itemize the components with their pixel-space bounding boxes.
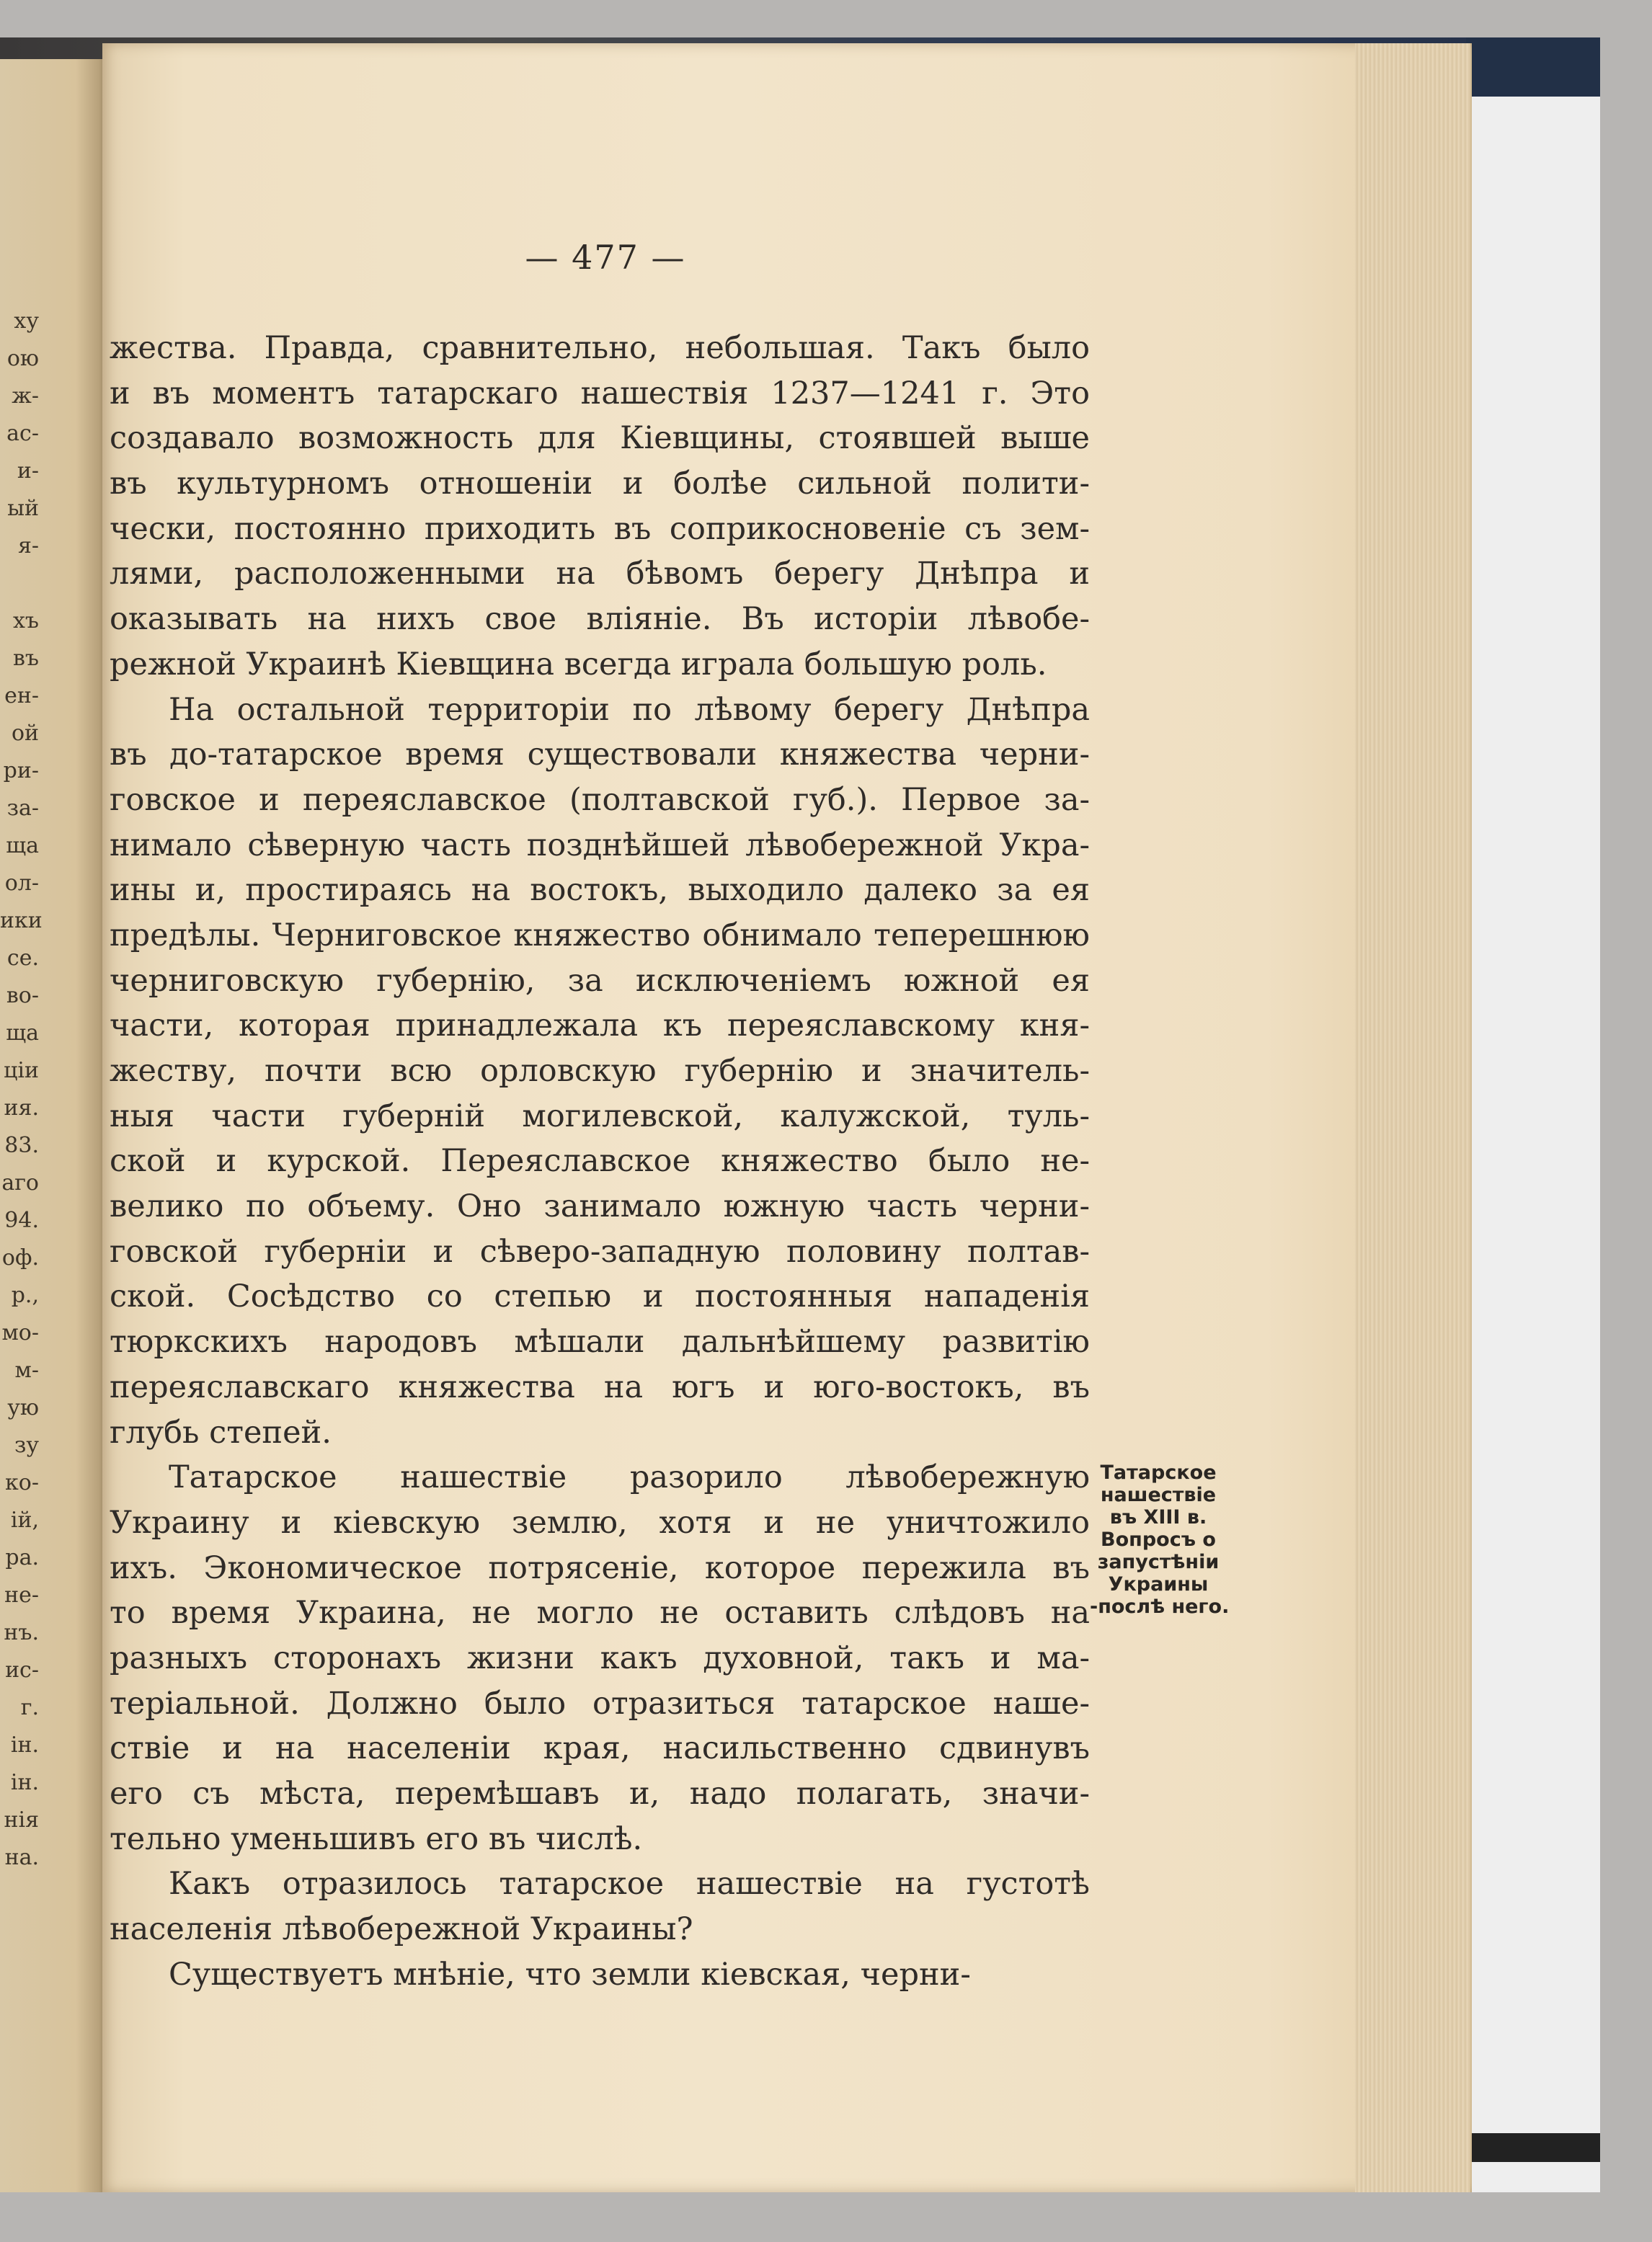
text-line: тюркскихъ народовъ мѣшали дальнѣйшему развитію — [110, 1324, 1090, 1361]
previous-page-text-fragments — [0, 303, 43, 1877]
text-line: нимало сѣверную часть позднѣйшей лѣвобережной Укра- — [110, 827, 1090, 863]
text-line: Татарское нашествіе разорило лѣвобережную — [169, 1459, 1090, 1496]
previous-page-fragment: 94. — [4, 1208, 39, 1233]
previous-page-fragment — [0, 565, 43, 602]
previous-page-fragment: нъ. — [4, 1620, 39, 1645]
previous-page-fragment: ен- — [4, 683, 39, 708]
text-line: создавало возможность для Кіевщины, стоявшей выше — [110, 420, 1090, 457]
previous-page-fragment: и- — [17, 458, 39, 484]
text-line: говской губерніи и сѣверо-западную половину полтав- — [110, 1233, 1090, 1270]
text-line: населенія лѣвобережной Украины? — [110, 1911, 693, 1948]
previous-page-fragment: ис- — [5, 1658, 39, 1683]
text-line: жества. Правда, сравнительно, небольшая. Такъ было — [110, 330, 1090, 366]
previous-page-fragment: на. — [4, 1845, 39, 1870]
previous-page-fragment: я- — [17, 533, 39, 559]
text-line: ской и курской. Переяславское княжество было не- — [110, 1143, 1090, 1180]
text-line: въ культурномъ отношеніи и болѣе сильной полити- — [110, 466, 1090, 502]
previous-page-fragment: р., — [11, 1283, 39, 1308]
previous-page-fragment: во- — [6, 983, 39, 1008]
previous-page-fragment: ху — [14, 308, 39, 334]
text-line: тельно уменьшивъ его въ числѣ. — [110, 1820, 643, 1857]
previous-page-fragment: не- — [4, 1583, 39, 1608]
previous-page-fragment: оф. — [1, 1245, 39, 1271]
previous-page-fragment: ия. — [4, 1095, 39, 1121]
previous-page-fragment: ін. — [10, 1770, 39, 1795]
margin-note-line: нашествіе — [1100, 1484, 1217, 1506]
margin-note-line: въ XIII в. — [1109, 1506, 1207, 1529]
text-line: Украину и кіевскую землю, хотя и не уничтожило — [110, 1504, 1090, 1541]
text-line: Существуетъ мнѣніе, что земли кіевская, черни- — [169, 1956, 971, 1993]
text-line: На остальной территоріи по лѣвому берегу Днѣпра — [169, 691, 1090, 728]
text-line: разныхъ сторонахъ жизни какъ духовной, такъ и ма- — [110, 1640, 1090, 1676]
text-line: лями, расположенными на бѣвомъ берегу Днѣпра и — [110, 556, 1090, 592]
text-line: ской. Сосѣдство со степью и постоянныя нападенія — [110, 1278, 1090, 1315]
text-line: чески, постоянно приходить въ соприкосновеніе съ зем- — [110, 510, 1090, 547]
previous-page-fragment: въ — [13, 646, 39, 671]
previous-page-fragment: ики — [0, 908, 43, 933]
text-line: теріальной. Должно было отразиться татарское наше- — [110, 1685, 1090, 1722]
previous-page-fragment: ый — [7, 496, 39, 521]
text-line: ствіе и на населеніи края, насильственно сдвинувъ — [110, 1730, 1090, 1767]
previous-page-fragment: нія — [4, 1807, 39, 1833]
margin-note-line: Татарское — [1100, 1462, 1217, 1484]
previous-page-fragment: ую — [7, 1395, 39, 1420]
previous-page-fragment: аго — [1, 1170, 39, 1196]
text-line: его съ мѣста, перемѣшавъ и, надо полагать, значи- — [110, 1776, 1090, 1812]
previous-page-fragment: ол- — [4, 871, 39, 896]
previous-page-fragment: ра. — [5, 1545, 39, 1570]
text-line: ины и, простираясь на востокъ, выходило далеко за ея — [110, 872, 1090, 909]
text-line: и въ моментъ татарскаго нашествія 1237—1241 г. Это — [110, 375, 1090, 412]
previous-page-fragment: ри- — [3, 758, 39, 783]
margin-note-line: Украины — [1108, 1573, 1209, 1596]
previous-page-fragment: ціи — [4, 1058, 39, 1083]
text-line: черниговскую губернію, за исключеніемъ южной ея — [110, 962, 1090, 999]
text-line: предѣлы. Черниговское княжество обнимало теперешнюю — [110, 917, 1090, 953]
previous-page-fragment: ж- — [12, 383, 39, 409]
previous-page-fragment: за- — [6, 796, 39, 821]
text-line: режной Украинѣ Кіевщина всегда играла большую роль. — [110, 646, 1047, 682]
previous-page-fragment: г. — [20, 1695, 39, 1720]
previous-page-fragment: ща — [6, 833, 39, 858]
text-line: части, которая принадлежала къ переяславскому кня- — [110, 1007, 1090, 1044]
previous-page-fragment: ас- — [6, 421, 39, 446]
margin-note-line: Вопросъ о — [1101, 1529, 1216, 1551]
previous-page-fragment: ко- — [5, 1470, 39, 1495]
previous-page-fragment: 83. — [4, 1133, 39, 1158]
page-body-text — [110, 326, 1090, 1997]
margin-note-line: -послѣ него. — [1090, 1596, 1230, 1618]
margin-note — [1090, 1462, 1230, 1618]
previous-page-fragment: ін. — [10, 1732, 39, 1758]
text-line: глубь степей. — [110, 1414, 332, 1451]
margin-note-line: запустѣніи — [1097, 1551, 1220, 1573]
text-line: Какъ отразилось татарское нашествіе на густотѣ — [169, 1866, 1090, 1903]
previous-page-fragment: се. — [6, 946, 39, 971]
text-line: велико по объему. Оно занимало южную часть черни- — [110, 1188, 1090, 1225]
book-cover-edge — [1466, 37, 1600, 97]
text-line: переяславскаго княжества на югъ и юго-востокъ, въ — [110, 1369, 1090, 1405]
previous-page-fragment: ій, — [10, 1508, 39, 1533]
page-number: — 477 — — [525, 238, 686, 277]
previous-page-fragment: хъ — [12, 608, 39, 633]
previous-page-fragment: м- — [14, 1358, 39, 1383]
text-line: ныя части губерній могилевской, калужской, туль- — [110, 1098, 1090, 1134]
text-line: оказывать на нихъ свое вліяніе. Въ исторіи лѣвобе- — [110, 601, 1090, 638]
background-right — [1466, 37, 1600, 2192]
text-line: жеству, почти всю орловскую губернію и значитель- — [110, 1053, 1090, 1089]
text-line: говское и переяславское (полтавской губ.). Первое за- — [110, 781, 1090, 818]
text-line: въ до-татарское время существовали княжества черни- — [110, 737, 1090, 773]
previous-page-fragment: ой — [11, 721, 39, 746]
text-line: то время Украина, не могло не оставить слѣдовъ на — [110, 1595, 1090, 1632]
previous-page-fragment: мо- — [1, 1320, 39, 1345]
page-stack-edges — [1355, 43, 1470, 2192]
previous-page-fragment: ою — [6, 346, 39, 371]
previous-page-fragment: зу — [14, 1433, 39, 1458]
text-line: ихъ. Экономическое потрясеніе, которое пережила въ — [110, 1549, 1090, 1586]
previous-page-fragment: ща — [6, 1020, 39, 1046]
